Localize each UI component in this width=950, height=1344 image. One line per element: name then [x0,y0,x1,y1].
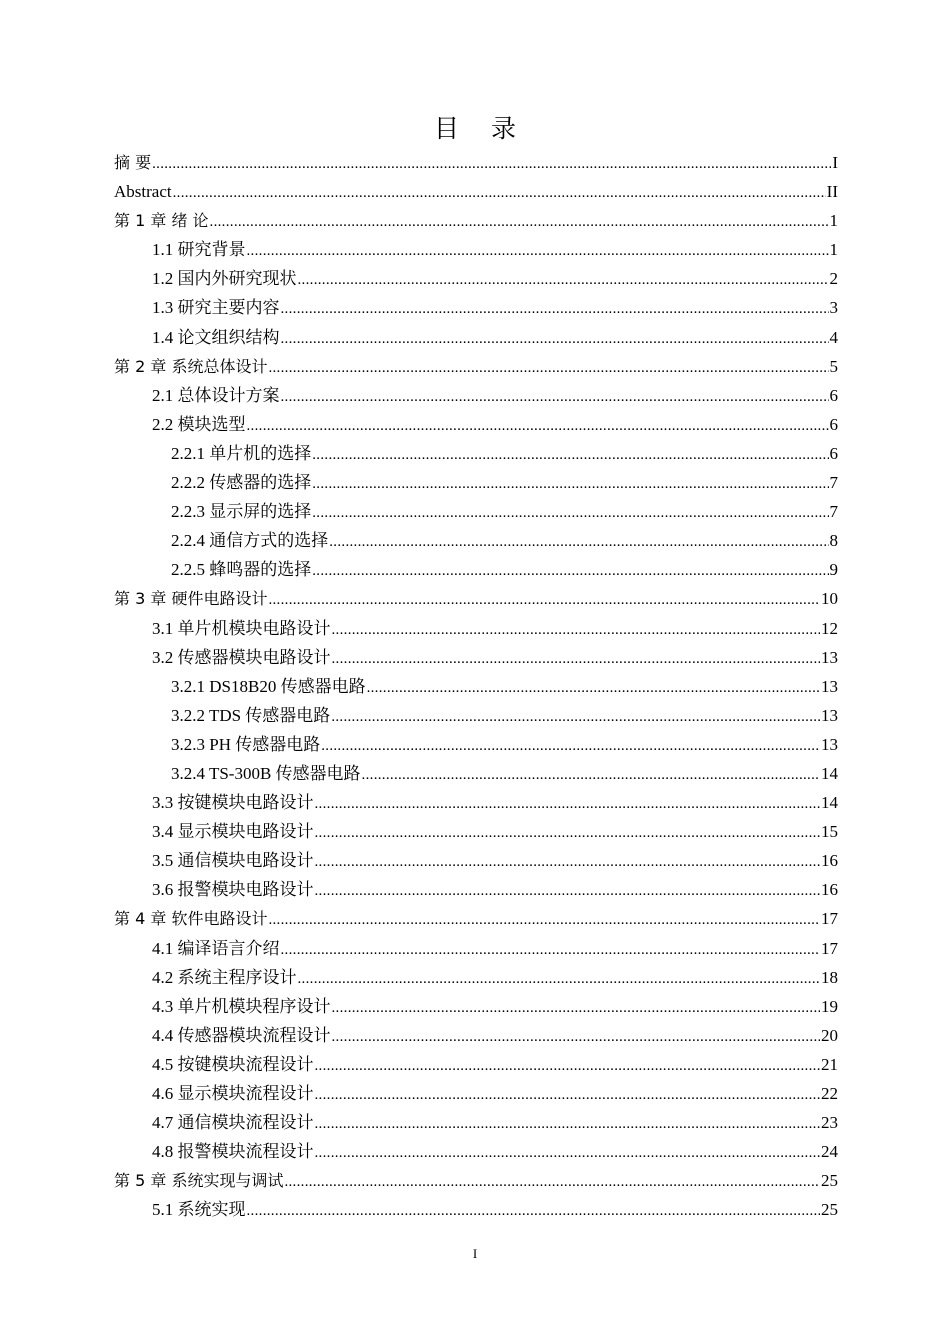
toc-entry[interactable] [114,701,838,730]
toc-entry-label: 4.7 通信模块流程设计 [152,1113,314,1133]
toc-entry-page: 1 [829,211,838,231]
toc-title: 目 录 [434,114,528,143]
toc-entry[interactable] [114,672,838,701]
toc-entry-page: 13 [821,705,838,725]
toc-dot-leader [312,441,828,470]
toc-dot-leader [367,674,820,703]
toc-entry-label: 4.8 报警模块流程设计 [152,1142,314,1162]
toc-entry-label: 4.5 按键模块流程设计 [152,1054,314,1074]
toc-entry-page: 7 [829,502,838,522]
toc-entry-label: 3.6 报警模块电路设计 [152,880,314,900]
toc-entry-page: 12 [821,618,838,638]
toc-dot-leader [281,325,829,354]
toc-entry-page: 13 [821,734,838,754]
toc-dot-leader [247,412,829,441]
toc-dot-leader [268,354,828,383]
toc-entry-label: 3.2.2 TDS 传感器电路 [171,705,331,725]
toc-entry-label: 4.2 系统主程序设计 [152,967,297,987]
toc-entry-page: 6 [829,414,838,434]
toc-dot-leader [298,965,821,994]
toc-entry-page: 21 [821,1054,838,1074]
toc-entry-page: 6 [829,443,838,463]
toc-entry-label: 3.2.3 PH 传感器电路 [171,734,321,754]
toc-entry-page: 24 [821,1142,838,1162]
toc-entry-label: 4.6 显示模块流程设计 [152,1084,314,1103]
toc-entry[interactable] [114,526,838,555]
toc-entry[interactable] [114,1021,838,1050]
toc-entry[interactable] [114,846,838,875]
toc-entry-page: 13 [821,647,838,667]
toc-entry-label: 2.2.4 通信方式的选择 [171,531,329,551]
page-number-footer: I [472,1246,478,1261]
toc-dot-leader [312,499,828,528]
toc-entry-page: 15 [821,822,838,842]
toc-entry-label: 3.2 传感器模块电路设计 [152,647,331,667]
toc-entry-page: II [826,182,838,202]
toc-entry-page: 8 [829,531,838,551]
toc-dot-leader [332,994,821,1023]
toc-dot-leader [315,790,821,819]
toc-entry[interactable] [114,497,838,526]
toc-entry[interactable] [114,148,838,177]
toc-entry[interactable] [114,1195,838,1224]
toc-dot-leader [284,1168,820,1197]
toc-dot-leader [315,819,821,848]
toc-entry[interactable] [114,788,838,817]
toc-dot-leader [210,208,829,237]
toc-entry-label: 3.2.1 DS18B20 传感器电路 [171,676,366,696]
toc-entry-label: 第 4 章 软件电路设计 [114,909,268,929]
toc-entry[interactable] [114,817,838,846]
toc-dot-leader [268,586,820,615]
toc-entry-page: 17 [821,909,838,929]
toc-entry-page: 14 [821,793,838,813]
toc-entry[interactable] [114,992,838,1021]
toc-entry[interactable] [114,904,838,933]
toc-dot-leader [332,1023,821,1052]
toc-entry-page: 10 [821,589,838,609]
toc-entry-page: 20 [821,1025,838,1045]
toc-entry-page: 25 [821,1200,838,1220]
toc-dot-leader [268,906,820,935]
toc-entry[interactable] [114,875,838,904]
toc-dot-leader [321,732,820,761]
toc-entry[interactable] [114,352,838,381]
toc-dot-leader [332,645,821,674]
toc-entry-label: 2.2.3 显示屏的选择 [171,502,312,522]
toc-dot-leader [281,936,821,965]
toc-entry[interactable] [114,1050,838,1079]
toc-entry-label: 第 2 章 系统总体设计 [114,356,268,376]
toc-entry-page: 5 [829,356,838,376]
toc-entry[interactable] [114,730,838,759]
toc-entry-page: 14 [821,763,838,783]
toc-entry[interactable] [114,381,838,410]
toc-entry[interactable] [114,759,838,788]
toc-entry[interactable] [114,468,838,497]
toc-dot-leader [315,1081,821,1110]
toc-dot-leader [247,1197,821,1226]
toc-dot-leader [329,528,828,557]
toc-entry-label: 1.3 研究主要内容 [152,298,280,318]
toc-entry[interactable] [114,934,838,963]
toc-entry[interactable] [114,439,838,468]
toc-entry-label: 1.4 论文组织结构 [152,327,280,347]
toc-entry-page: 23 [821,1113,838,1133]
toc-entry-label: Abstract [114,182,172,202]
toc-entry[interactable] [114,235,838,264]
toc-entry-label: 1.1 研究背景 [152,240,246,260]
toc-entry-page: 16 [821,851,838,871]
toc-entry-page: 1 [829,240,838,260]
toc-entry-page: 6 [829,385,838,405]
toc-entry-label: 3.2.4 TS-300B 传感器电路 [171,763,361,783]
toc-entry-page: 25 [821,1171,838,1191]
toc-dot-leader [281,383,829,412]
toc-entry-page: 2 [829,269,838,289]
toc-dot-leader [315,1139,821,1168]
toc-dot-leader [152,150,831,179]
toc-entry-page: 7 [829,473,838,493]
toc-entry[interactable] [114,177,838,206]
toc-entry[interactable] [114,614,838,643]
toc-entry-page: 3 [829,298,838,318]
toc-dot-leader [332,616,821,645]
toc-entry-page: 18 [821,967,838,987]
toc-entry[interactable] [114,1108,838,1137]
table-of-contents [114,148,838,1224]
toc-entry-label: 2.2.5 蜂鸣器的选择 [171,560,312,580]
toc-dot-leader [247,237,829,266]
toc-entry-label: 第 1 章 绪 论 [114,211,209,231]
toc-entry-page: 13 [821,676,838,696]
toc-entry[interactable] [114,1079,838,1108]
toc-entry-label: 2.2.1 单片机的选择 [171,443,312,463]
toc-entry[interactable] [114,584,838,613]
toc-dot-leader [312,557,828,586]
toc-entry[interactable] [114,264,838,293]
toc-entry-page: 4 [829,327,838,347]
toc-entry[interactable] [114,206,838,235]
toc-dot-leader [315,877,821,906]
toc-entry-page: I [832,153,838,172]
toc-entry-label: 4.4 传感器模块流程设计 [152,1025,331,1045]
toc-dot-leader [298,266,829,295]
toc-entry-page: 22 [821,1084,838,1103]
toc-entry[interactable] [114,1137,838,1166]
toc-entry[interactable] [114,323,838,352]
toc-entry[interactable] [114,643,838,672]
toc-entry-label: 5.1 系统实现 [152,1200,246,1220]
toc-dot-leader [312,470,828,499]
toc-entry-label: 3.5 通信模块电路设计 [152,851,314,871]
toc-dot-leader [315,848,821,877]
toc-dot-leader [315,1110,821,1139]
toc-dot-leader [281,295,829,324]
toc-entry-label: 摘 要 [114,153,152,172]
toc-entry-label: 第 3 章 硬件电路设计 [114,589,268,609]
toc-entry-label: 第 5 章 系统实现与调试 [114,1171,284,1191]
toc-entry-label: 2.2.2 传感器的选择 [171,473,312,493]
toc-dot-leader [362,761,820,790]
toc-entry-page: 9 [829,560,838,580]
toc-entry-page: 17 [821,938,838,958]
toc-entry[interactable] [114,1166,838,1195]
toc-entry-label: 2.1 总体设计方案 [152,385,280,405]
toc-dot-leader [331,703,820,732]
toc-entry-label: 4.1 编译语言介绍 [152,938,280,958]
toc-entry-label: 3.1 单片机模块电路设计 [152,618,331,638]
toc-entry-label: 3.4 显示模块电路设计 [152,822,314,842]
toc-entry[interactable] [114,555,838,584]
toc-entry[interactable] [114,410,838,439]
toc-entry-page: 16 [821,880,838,900]
toc-entry-label: 3.3 按键模块电路设计 [152,793,314,813]
toc-entry[interactable] [114,293,838,322]
toc-entry-label: 1.2 国内外研究现状 [152,269,297,289]
toc-entry-label: 2.2 模块选型 [152,414,246,434]
toc-entry-label: 4.3 单片机模块程序设计 [152,996,331,1016]
toc-entry-page: 19 [821,996,838,1016]
toc-dot-leader [173,179,826,208]
toc-dot-leader [315,1052,821,1081]
toc-entry[interactable] [114,963,838,992]
